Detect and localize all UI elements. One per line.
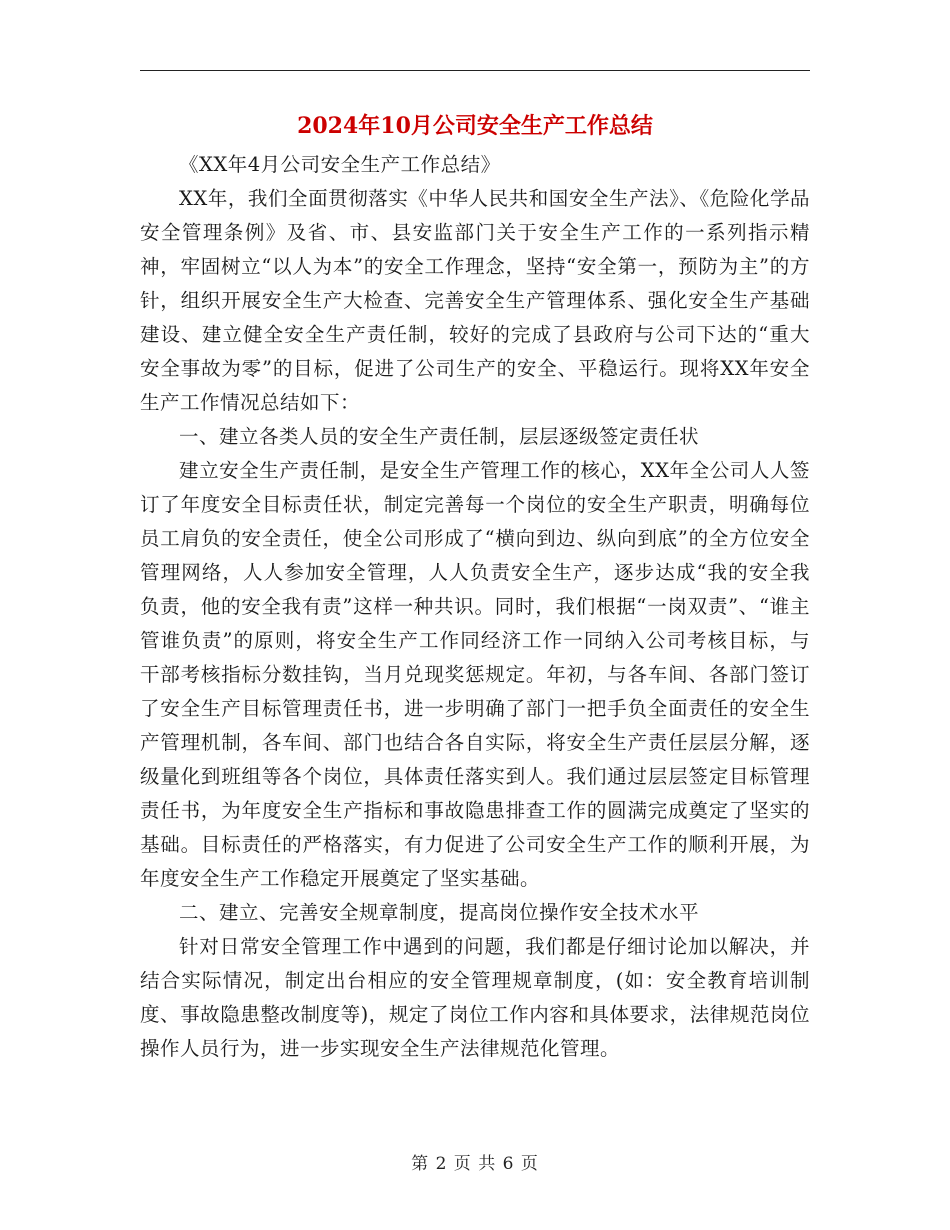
section-heading-1: 一、建立各类人员的安全生产责任制，层层逐级签定责任状: [179, 425, 700, 448]
header-rule: [140, 70, 810, 71]
section-1-paragraph: 建立安全生产责任制，是安全生产管理工作的核心，XX年全公司人人签订了年度安全目标责任状，制定完善每一个岗位的安全生产职责，明确每位员工肩负的安全责任，使全公司形成了“横向到边、纵向到底”的全方位安全管理网络，人人参加安全管理，人人负责安全生产，逐步达成“我的安全我负责，他的安全我有责”这样一种共识。同时，我们根据“一岗双责”、“谁主管谁负责”的原则，将安全生产工作同经济工作一同纳入公司考核目标，与干部考核指标分数挂钩，当月兑现奖惩规定。年初，与各车间、各部门签订了安全生产目标管理责任书，进一步明确了部门一把手负全面责任的安全生产管理机制，各车间、部门也结合各自实际，将安全生产责任层层分解，逐级量化到班组等各个岗位，具体责任落实到人。我们通过层层签定目标管理责任书，为年度安全生产指标和事故隐患排查工作的圆满完成奠定了坚实的基础。目标责任的严格落实，有力促进了公司安全生产工作的顺利开展，为年度安全生产工作稳定开展奠定了坚实基础。: [140, 459, 810, 890]
section-heading-2: 二、建立、完善安全规章制度，提高岗位操作安全技术水平: [179, 901, 700, 924]
intro-paragraph: XX年，我们全面贯彻落实《中华人民共和国安全生产法》、《危险化学品安全管理条例》及省、市、县安监部门关于安全生产工作的一系列指示精神，牢固树立“以人为本”的安全工作理念，坚持“安全第一，预防为主”的方针，组织开展安全生产大检查、完善安全生产管理体系、强化安全生产基础建设、建立健全安全生产责任制，较好的完成了县政府与公司下达的“重大安全事故为零”的目标，促进了公司生产的安全、平稳运行。现将XX年安全生产工作情况总结如下：: [140, 187, 810, 414]
document-body: [140, 148, 810, 1066]
subtitle-paragraph: 《XX年4月公司安全生产工作总结》: [179, 153, 501, 176]
document-title: 2024年10月公司安全生产工作总结: [297, 113, 653, 139]
section-2-paragraph: 针对日常安全管理工作中遇到的问题，我们都是仔细讨论加以解决，并结合实际情况，制定出台相应的安全管理规章制度，(如：安全教育培训制度、事故隐患整改制度等)，规定了岗位工作内容和具体要求，法律规范岗位操作人员行为，进一步实现安全生产法律规范化管理。: [140, 935, 810, 1060]
page-number-footer: 第 2 页 共 6 页: [411, 1154, 539, 1174]
